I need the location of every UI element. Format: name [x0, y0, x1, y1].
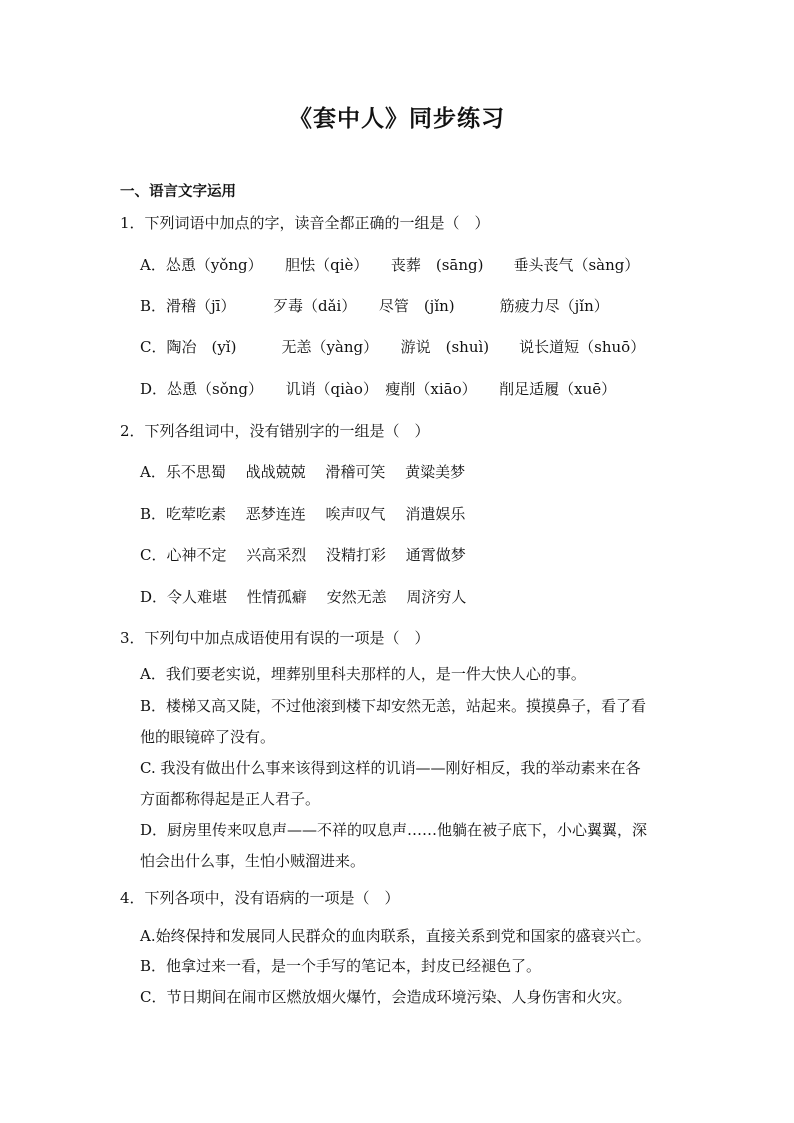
question-3-option-a: A．我们要老实说，埋葬别里科夫那样的人，是一件大快人心的事。	[140, 665, 586, 683]
section-heading: 一、语言文字运用	[120, 184, 236, 200]
question-4-stem: 4．下列各项中，没有语病的一项是（ ）	[120, 889, 400, 907]
question-3-option-c-line-1: C. 我没有做出什么事来该得到这样的讥诮——刚好相反，我的举动素来在各	[140, 759, 641, 777]
question-1-option-c: C．陶冶 (yǐ) 无恙（yàng） 游说 (shuì) 说长道短（shuō）	[140, 338, 646, 356]
question-3-stem: 3．下列句中加点成语使用有误的一项是（ ）	[120, 629, 430, 647]
question-4-option-b: B．他拿过来一看，是一个手写的笔记本，封皮已经褪色了。	[140, 957, 542, 975]
question-4-option-c: C．节日期间在闹市区燃放烟火爆竹，会造成环境污染、人身伤害和火灾。	[140, 988, 632, 1006]
question-1-stem: 1．下列词语中加点的字，读音全都正确的一组是（ ）	[120, 214, 490, 232]
question-3-option-d-line-2: 怕会出什么事，生怕小贼溜进来。	[140, 852, 366, 870]
question-1-option-b: B．滑稽（jī） 歹毒（dǎi） 尽管 (jǐn) 筋疲力尽（jǐn）	[140, 297, 609, 315]
question-1-option-a: A．怂恿（yǒng） 胆怯（qiè） 丧葬 (sāng) 垂头丧气（sàng）	[140, 256, 640, 274]
question-3-option-d-line-1: D．厨房里传来叹息声——不祥的叹息声……他躺在被子底下，小心翼翼，深	[140, 821, 648, 839]
question-1-option-d: D．怂恿（sǒng） 讥诮（qiào） 瘦削（xiāo） 削足适履（xuē）	[140, 380, 617, 398]
question-3-option-b-line-1: B．楼梯又高又陡，不过他滚到楼下却安然无恙，站起来。摸摸鼻子，看了看	[140, 697, 647, 715]
question-2-option-b: B．吃荤吃素 恶梦连连 唉声叹气 消遣娱乐	[140, 505, 466, 523]
question-2-stem: 2．下列各组词中，没有错别字的一组是（ ）	[120, 422, 430, 440]
question-4-option-a: A.始终保持和发展同人民群众的血肉联系，直接关系到党和国家的盛衰兴亡。	[140, 927, 651, 945]
question-2-option-c: C．心神不定 兴高采烈 没精打彩 通霄做梦	[140, 546, 466, 564]
question-2-option-d: D．令人难堪 性情孤癖 安然无恙 周济穷人	[140, 588, 467, 606]
question-3-option-c-line-2: 方面都称得起是正人君子。	[140, 790, 321, 808]
question-2-option-a: A．乐不思蜀 战战兢兢 滑稽可笑 黄粱美梦	[140, 463, 466, 481]
page-title: 《套中人》同步练习	[289, 106, 505, 132]
question-3-option-b-line-2: 他的眼镜碎了没有。	[140, 728, 276, 746]
